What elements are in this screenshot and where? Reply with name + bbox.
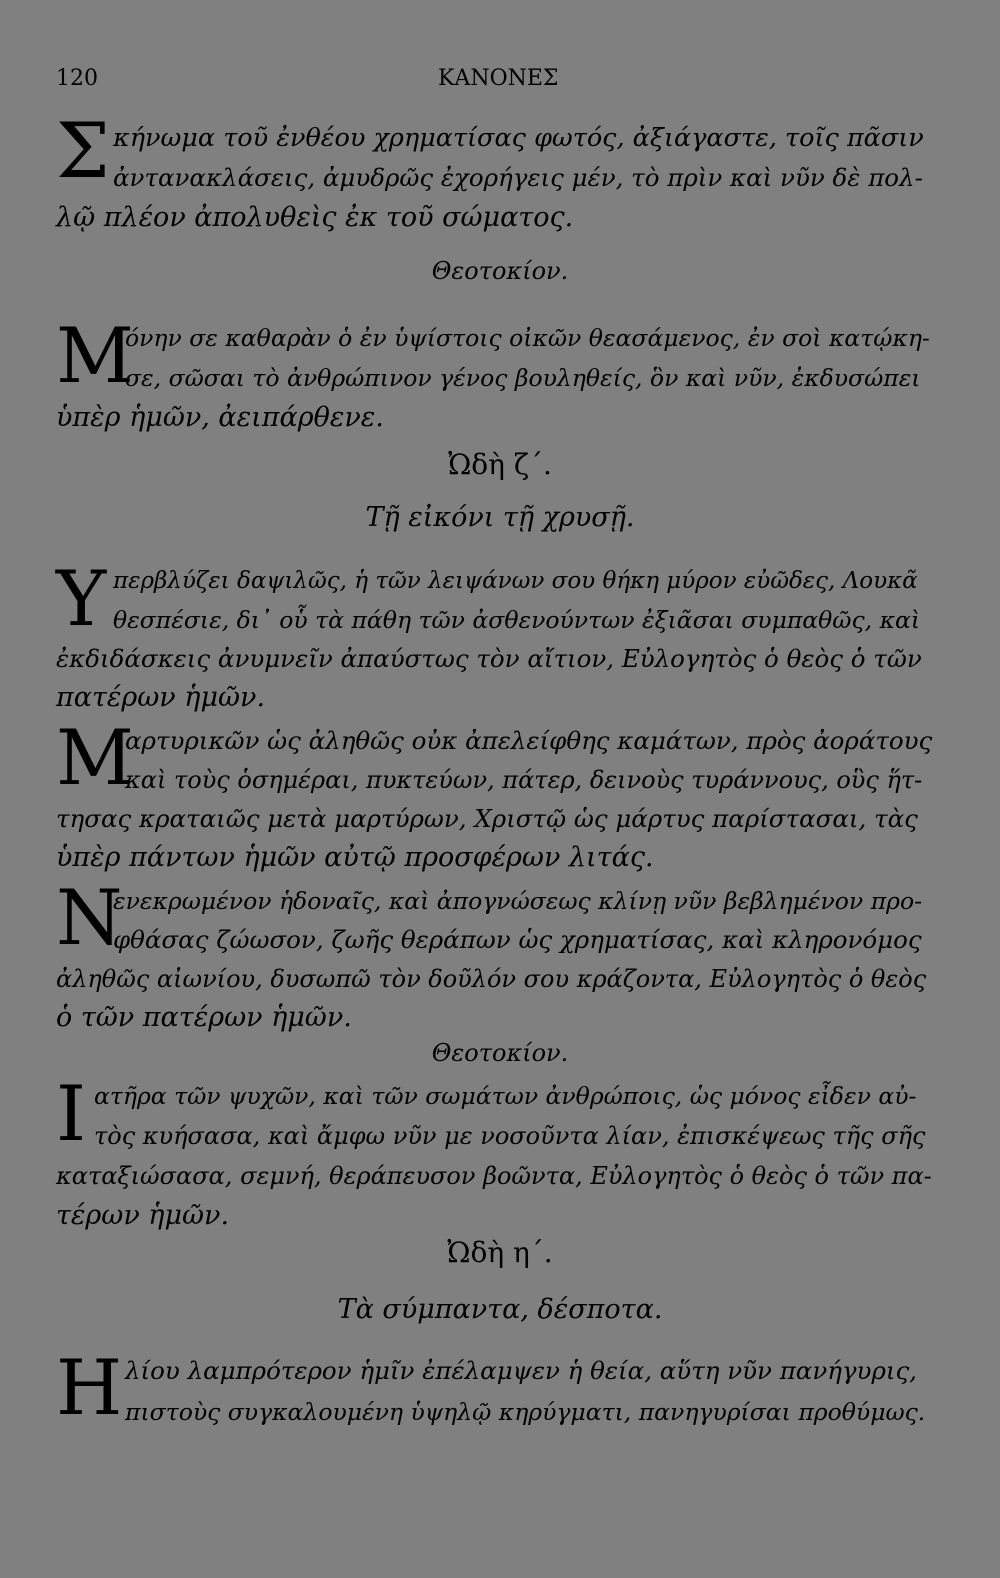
drop-cap-initial: Ι bbox=[56, 1069, 87, 1158]
text-line: περβλύζει δαψιλῶς, ἡ τῶν λειψάνων σου θήκη μύρον εὐῶδες, Λουκᾶ bbox=[113, 568, 918, 594]
heirmos-heading: Τῇ εἰκόνι τῇ χρυσῇ. bbox=[365, 502, 635, 533]
text-line: ἀληθῶς αἰωνίου, δυσωπῶ τὸν δοῦλόν σου κράζοντα, Εὐλογητὸς ὁ θεὸς bbox=[56, 965, 927, 993]
drop-cap-initial: Σ bbox=[56, 106, 110, 195]
section-heading: Θεοτοκίον. bbox=[431, 1039, 569, 1067]
drop-cap-initial: Υ bbox=[56, 554, 107, 643]
text-line: ἐκδιδάσκεις ἀνυμνεῖν ἀπαύστως τὸν αἴτιον, Εὐλογητὸς ὁ θεὸς ὁ τῶν bbox=[56, 644, 922, 673]
text-line: όνην σε καθαρὰν ὁ ἐν ὑψίστοις οἰκῶν θεασάμενος, ἐν σοὶ κατῴκη- bbox=[125, 324, 930, 352]
text-line: ενεκρωμένον ἡδοναῖς, καὶ ἀπογνώσεως κλίνῃ νῦν βεβλημένον προ- bbox=[113, 887, 923, 915]
drop-cap-initial: Μ bbox=[56, 713, 134, 802]
text-line: θεσπέσιε, δι᾽ οὗ τὰ πάθη τῶν ἀσθενούντων ἐξιᾶσαι συμπαθῶς, καὶ bbox=[113, 606, 921, 634]
text-line: πιστοὺς συγκαλουμένη ὑψηλῷ κηρύγματι, πανηγυρίσαι προθύμως. bbox=[125, 1398, 926, 1426]
text-line: σε, σῶσαι τὸ ἀνθρώπινον γένος βουληθείς, ὃν καὶ νῦν, ἐκδυσώπει bbox=[125, 364, 921, 392]
text-line: τέρων ἡμῶν. bbox=[56, 1200, 230, 1231]
text-line: πατέρων ἡμῶν. bbox=[56, 682, 266, 713]
ode-heading: Ὠδὴ η΄. bbox=[447, 1236, 553, 1269]
text-line: λῷ πλέον ἀπολυθεὶς ἐκ τοῦ σώματος. bbox=[56, 202, 574, 233]
running-title: ΚΑΝΟΝΕΣ bbox=[438, 66, 559, 91]
drop-cap-initial: Μ bbox=[56, 311, 134, 400]
text-line: τησας κραταιῶς μετὰ μαρτύρων, Χριστῷ ὡς μάρτυς παρίστασαι, τὰς bbox=[56, 804, 918, 833]
drop-cap-initial: Ν bbox=[56, 873, 123, 962]
text-line: καταξιώσασα, σεμνή, θεράπευσον βοῶντα, Εὐλογητὸς ὁ θεὸς ὁ τῶν πα- bbox=[56, 1162, 932, 1190]
text-line: καὶ τοὺς ὁσημέραι, πυκτεύων, πάτερ, δεινοὺς τυράννους, οὓς ἥτ- bbox=[125, 766, 923, 794]
text-line: ὁ τῶν πατέρων ἡμῶν. bbox=[56, 1002, 352, 1033]
text-line: ατῆρα τῶν ψυχῶν, καὶ τῶν σωμάτων ἀνθρώποις, ὡς μόνος εἶδεν αὐ- bbox=[94, 1082, 917, 1110]
drop-cap-initial: Η bbox=[56, 1343, 123, 1432]
text-line: αρτυρικῶν ὡς ἀληθῶς οὐκ ἀπελείφθης καμάτων, πρὸς ἀοράτους bbox=[125, 726, 933, 755]
text-line: φθάσας ζώωσον, ζωῆς θεράπων ὡς χρηματίσας, καὶ κληρονόμος bbox=[113, 925, 922, 954]
text-line: λίου λαμπρότερον ἡμῖν ἐπέλαμψεν ἡ θεία, αὕτη νῦν πανήγυρις, bbox=[125, 1356, 917, 1385]
text-line: κήνωμα τοῦ ἐνθέου χρηματίσας φωτός, ἀξιάγαστε, τοῖς πᾶσιν bbox=[113, 123, 924, 153]
text-line: ὑπὲρ ἡμῶν, ἀειπάρθενε. bbox=[56, 402, 384, 433]
text-line: ἀντανακλάσεις, ἀμυδρῶς ἐχορήγεις μέν, τὸ πρὶν καὶ νῦν δὲ πολ- bbox=[113, 163, 923, 192]
section-heading: Θεοτοκίον. bbox=[431, 257, 569, 285]
page-number: 120 bbox=[56, 66, 98, 91]
ode-heading: Ὠδὴ ζ΄. bbox=[448, 448, 552, 481]
text-line: τὸς κυήσασα, καὶ ἄμφω νῦν με νοσοῦντα λίαν, ἐπισκέψεως τῆς σῆς bbox=[94, 1122, 926, 1150]
text-line: ὑπὲρ πάντων ἡμῶν αὐτῷ προσφέρων λιτάς. bbox=[56, 842, 654, 873]
heirmos-heading: Τὰ σύμπαντα, δέσποτα. bbox=[337, 1294, 663, 1325]
